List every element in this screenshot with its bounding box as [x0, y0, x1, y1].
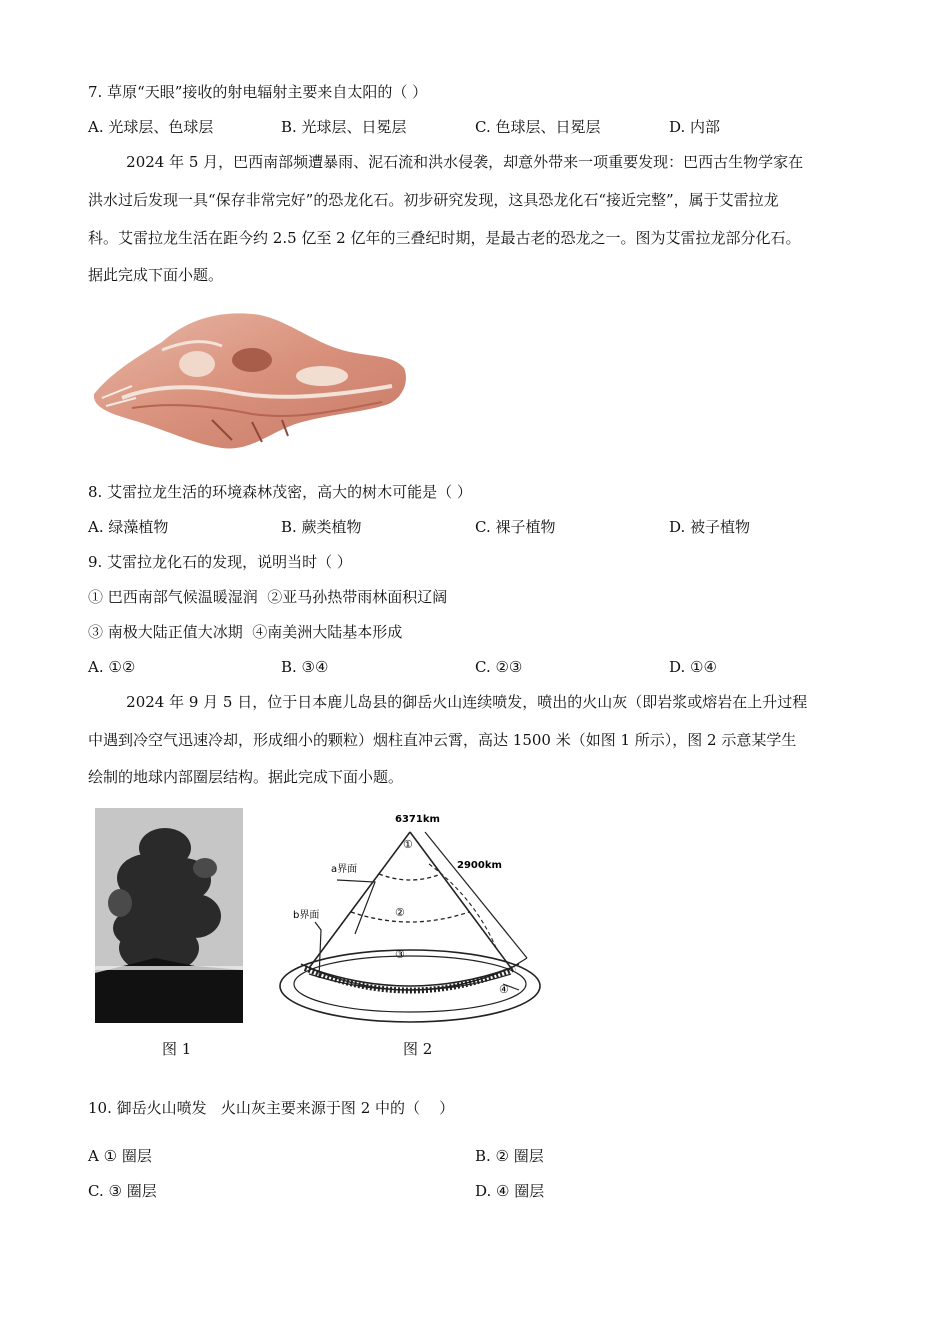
earth-interior-diagram — [275, 808, 545, 1030]
passage1-line-2: 洪水过后发现一具“保存非常完好”的恐龙化石。初步研究发现，这具恐龙化石“接近完整”，属于艾雷拉龙 — [88, 191, 779, 209]
layer-3-label: ③ — [395, 948, 405, 961]
passage2-line-1: 2024 年 9 月 5 日，位于日本鹿儿岛县的御岳火山连续喷发，喷出的火山灰（即岩浆或熔岩在上升过程 — [88, 693, 808, 711]
q10-option-c: C. ③ 圈层 — [88, 1182, 157, 1200]
q9-option-d: D. ①④ — [669, 658, 717, 676]
dinosaur-skull-fossil-image — [92, 302, 412, 462]
layer-2-label: ② — [395, 906, 405, 919]
q7-stem: 7. 草原“天眼”接收的射电辐射主要来自太阳的（ ） — [88, 83, 428, 101]
radius-label: 6371km — [395, 814, 440, 825]
q7-option-c: C. 色球层、日冕层 — [475, 118, 601, 136]
q7-option-b: B. 光球层、日冕层 — [281, 118, 407, 136]
q9-stem: 9. 艾雷拉龙化石的发现，说明当时（ ） — [88, 553, 352, 571]
q8-stem: 8. 艾雷拉龙生活的环境森林茂密，高大的树木可能是（ ） — [88, 483, 472, 501]
q8-option-c: C. 裸子植物 — [475, 518, 556, 536]
passage1-line-1: 2024 年 5 月，巴西南部频遭暴雨、泥石流和洪水侵袭，却意外带来一项重要发现：巴西古生物学家在 — [88, 153, 804, 171]
passage2-line-3: 绘制的地球内部圈层结构。据此完成下面小题。 — [88, 768, 404, 786]
figure-1-caption: 图 1 — [162, 1040, 192, 1058]
figure-2-caption: 图 2 — [403, 1040, 433, 1058]
b-interface-label: b界面 — [293, 910, 320, 921]
q8-option-a: A. 绿藻植物 — [88, 518, 169, 536]
passage1-line-3: 科。艾雷拉龙生活在距今约 2.5 亿至 2 亿年的三叠纪时期，是最古老的恐龙之一。图为艾雷拉龙部分化石。 — [88, 229, 801, 247]
layer-1-label: ① — [403, 838, 413, 851]
passage1-line-4: 据此完成下面小题。 — [88, 266, 224, 284]
q9-option-c: C. ②③ — [475, 658, 523, 676]
q9-option-b: B. ③④ — [281, 658, 329, 676]
q10-option-a: A ① 圈层 — [88, 1147, 152, 1165]
q7-option-d: D. 内部 — [669, 118, 721, 136]
q8-option-b: B. 蕨类植物 — [281, 518, 362, 536]
passage2-line-2: 中遇到冷空气迅速冷却，形成细小的颗粒）烟柱直冲云霄，高达 1500 米（如图 1 所示），图 2 示意某学生 — [88, 731, 797, 749]
q8-option-d: D. 被子植物 — [669, 518, 751, 536]
q9-option-a: A. ①② — [88, 658, 136, 676]
depth-label: 2900km — [457, 860, 502, 871]
q9-statement-2: ③ 南极大陆正值大冰期 ④南美洲大陆基本形成 — [88, 623, 403, 641]
a-interface-label: a界面 — [331, 864, 358, 875]
volcano-eruption-photo — [95, 808, 243, 1023]
q10-option-d: D. ④ 圈层 — [475, 1182, 545, 1200]
q10-stem: 10. 御岳火山喷发 火山灰主要来源于图 2 中的（ ） — [88, 1099, 455, 1117]
q7-option-a: A. 光球层、色球层 — [88, 118, 214, 136]
layer-4-label: ④ — [499, 983, 509, 996]
q10-option-b: B. ② 圈层 — [475, 1147, 544, 1165]
q9-statement-1: ① 巴西南部气候温暖湿润 ②亚马孙热带雨林面积辽阔 — [88, 588, 448, 606]
